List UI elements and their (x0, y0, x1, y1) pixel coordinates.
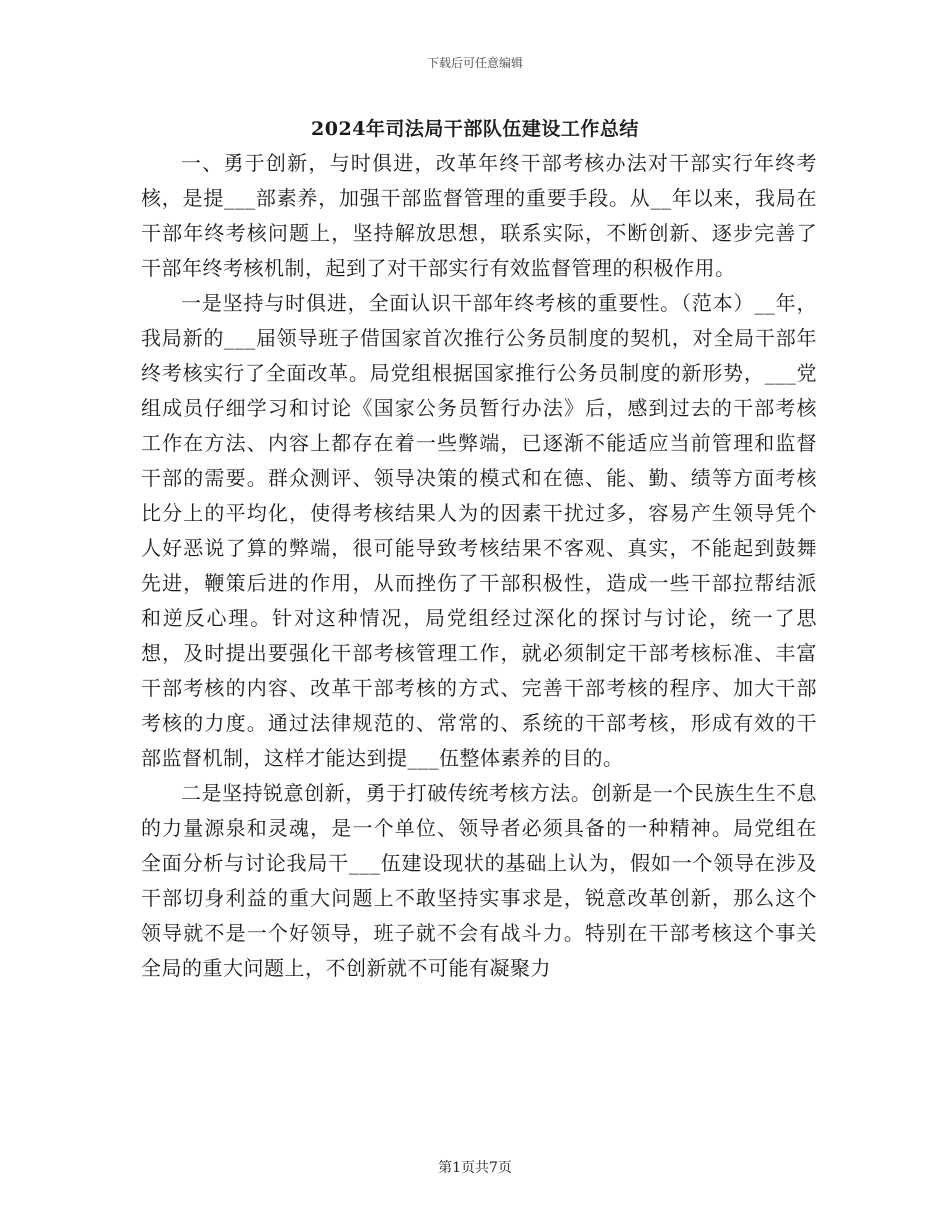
document-title: 2024年司法局干部队伍建设工作总结 (311, 118, 639, 140)
paragraph-3: 二是坚持锐意创新，勇于打破传统考核方法。创新是一个民族生生不息的力量源泉和灵魂，是一个单位、领导者必须具备的一种精神。局党组在全面分析与讨论我局干___伍建设现状的基础上认为，假如一个领导在涉及干部切身利益的重大问题上不敢坚持实事求是，锐意改革创新，那么这个领导就不是一个好领导，班子就不会有战斗力。特别在干部考核这个事关全局的重大问题上，不创新就不可能有凝聚力 (141, 781, 817, 980)
header-note: 下载后可任意编辑 (426, 56, 523, 70)
document-body (141, 146, 817, 986)
paragraph-2: 一是坚持与时俱进，全面认识干部年终考核的重要性。（范本）__年，我局新的___届领导班子借国家首次推行公务员制度的契机，对全局干部年终考核实行了全面改革。局党组根据国家推行公务员制度的新形势，___党组成员仔细学习和讨论《国家公务员暂行办法》后，感到过去的干部考核工作在方法、内容上都存在着一些弊端，已逐渐不能适应当前管理和监督干部的需要。群众测评、领导决策的模式和在德、能、勤、绩等方面考核比分上的平均化，使得考核结果人为的因素干扰过多，容易产生领导凭个人好恶说了算的弊端，很可能导致考核结果不客观、真实，不能起到鼓舞先进，鞭策后进的作用，从而挫伤了干部积极性，造成一些干部拉帮结派和逆反心理。针对这种情况，局党组经过深化的探讨与讨论，统一了思想，及时提出要强化干部考核管理工作，就必须制定干部考核标准、丰富干部考核的内容、改革干部考核的方式、完善干部考核的程序、加大干部考核的力度。通过法律规范的、常常的、系统的干部考核，形成有效的干部监督机制，这样才能达到提___伍整体素养的目的。 (141, 291, 817, 770)
paragraph-1: 一、勇于创新，与时俱进，改革年终干部考核办法对干部实行年终考核，是提___部素养，加强干部监督管理的重要手段。从__年以来，我局在干部年终考核问题上，坚持解放思想，联系实际，不断创新、逐步完善了干部年终考核机制，起到了对干部实行有效监督管理的积极作用。 (141, 151, 817, 280)
page-number: 第1页共7页 (438, 1160, 512, 1176)
